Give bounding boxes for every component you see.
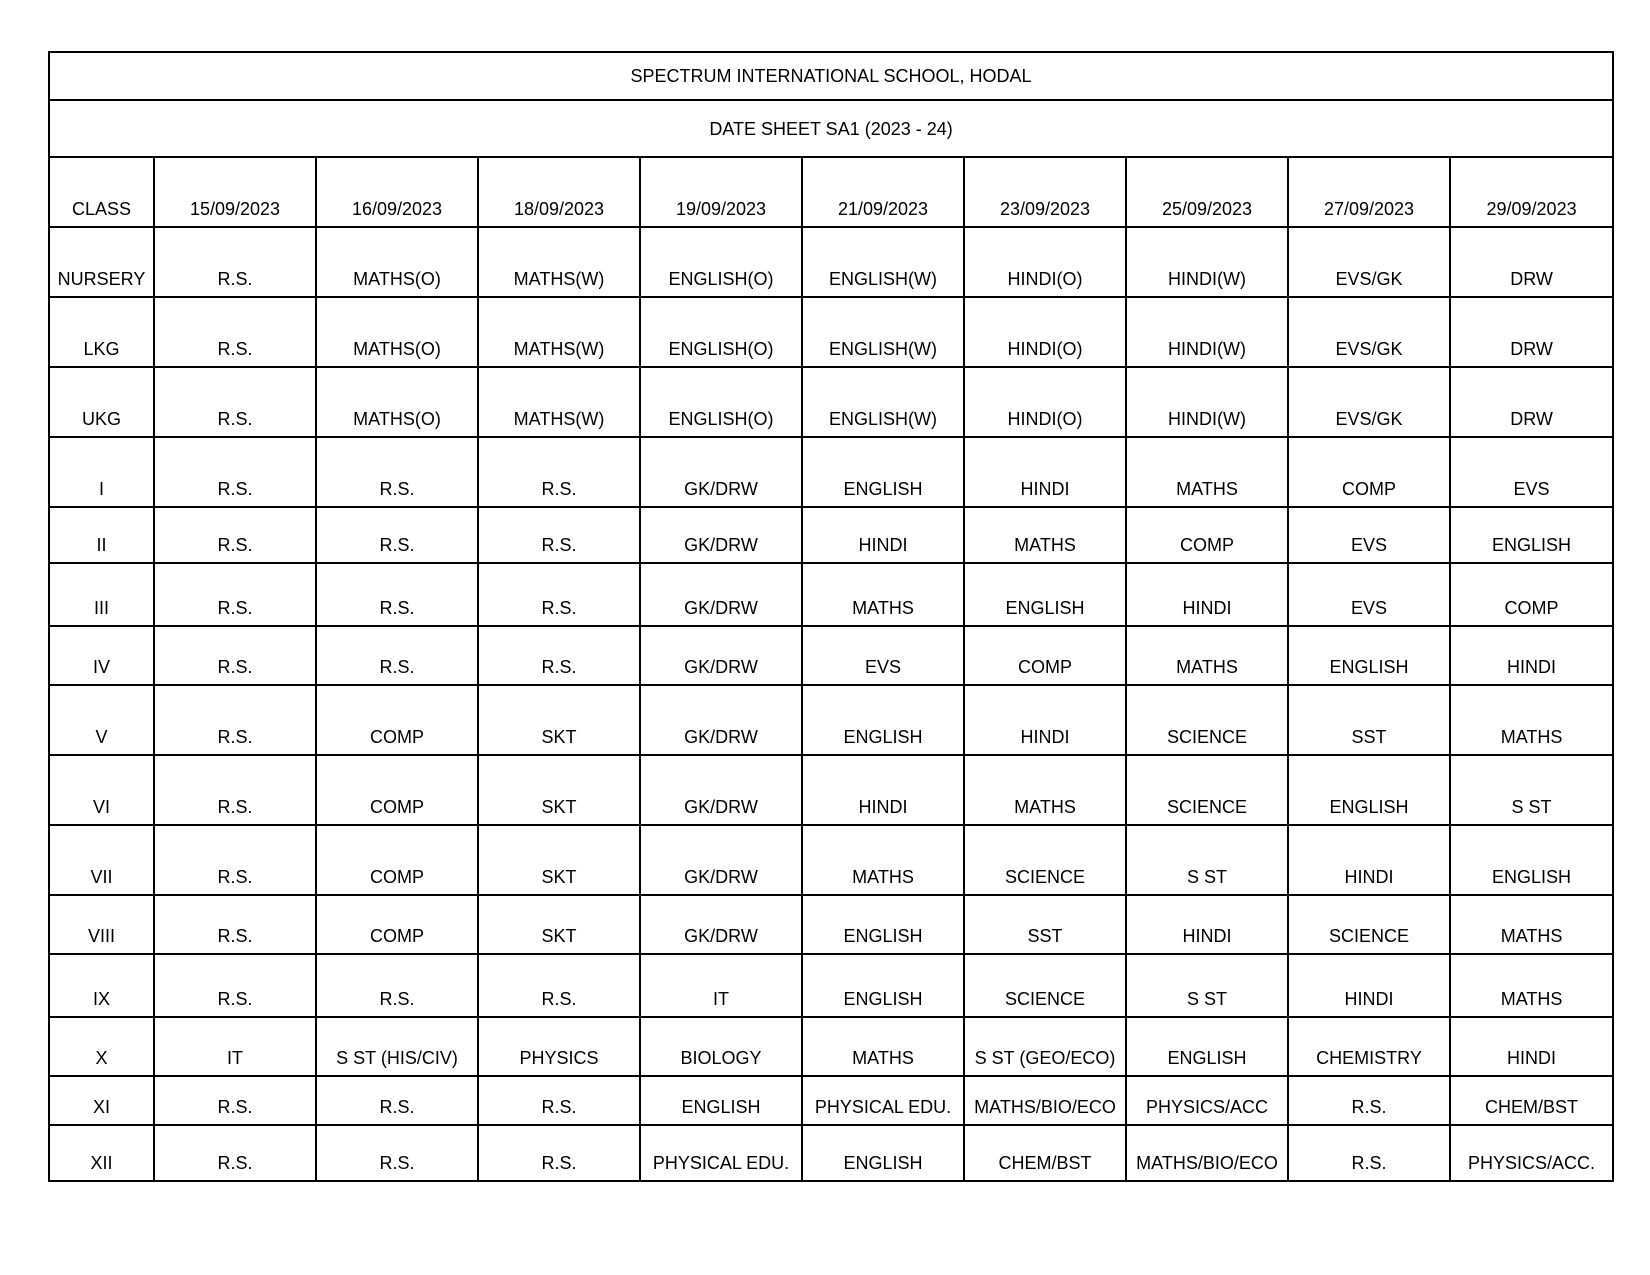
subject-cell: R.S.: [154, 685, 316, 755]
subject-cell: R.S.: [154, 1125, 316, 1181]
subject-cell: HINDI(W): [1126, 367, 1288, 437]
subject-cell: EVS/GK: [1288, 367, 1450, 437]
subject-cell: MATHS: [1126, 437, 1288, 507]
subject-cell: R.S.: [154, 1076, 316, 1125]
subject-cell: HINDI: [964, 437, 1126, 507]
subject-cell: GK/DRW: [640, 626, 802, 685]
subject-cell: HINDI: [1288, 825, 1450, 895]
subject-cell: HINDI(O): [964, 227, 1126, 297]
subject-cell: SKT: [478, 685, 640, 755]
subject-cell: HINDI: [802, 507, 964, 563]
school-name: SPECTRUM INTERNATIONAL SCHOOL, HODAL: [49, 52, 1613, 100]
subject-cell: ENGLISH: [1450, 507, 1613, 563]
header-date: 27/09/2023: [1288, 157, 1450, 227]
subject-cell: SKT: [478, 895, 640, 954]
subject-cell: HINDI: [964, 685, 1126, 755]
subject-cell: PHYSICS/ACC: [1126, 1076, 1288, 1125]
subject-cell: HINDI: [1126, 563, 1288, 626]
subject-cell: ENGLISH: [964, 563, 1126, 626]
subject-cell: ENGLISH(W): [802, 227, 964, 297]
header-date: 29/09/2023: [1450, 157, 1613, 227]
subject-cell: S ST: [1126, 825, 1288, 895]
subject-cell: COMP: [964, 626, 1126, 685]
subject-cell: ENGLISH(O): [640, 367, 802, 437]
subject-cell: EVS/GK: [1288, 297, 1450, 367]
class-cell: III: [49, 563, 154, 626]
subject-cell: R.S.: [154, 297, 316, 367]
subject-cell: DRW: [1450, 297, 1613, 367]
subject-cell: R.S.: [316, 954, 478, 1017]
subject-cell: EVS: [802, 626, 964, 685]
table-row: [49, 437, 1613, 507]
subject-cell: ENGLISH: [802, 954, 964, 1017]
class-cell: VI: [49, 755, 154, 825]
table-row: [49, 825, 1613, 895]
date-sheet-table: [48, 51, 1614, 1182]
class-cell: II: [49, 507, 154, 563]
subject-cell: PHYSICS/ACC.: [1450, 1125, 1613, 1181]
subject-cell: S ST: [1126, 954, 1288, 1017]
subject-cell: MATHS: [1450, 954, 1613, 1017]
table-row: [49, 626, 1613, 685]
subject-cell: BIOLOGY: [640, 1017, 802, 1076]
subject-cell: HINDI: [1450, 626, 1613, 685]
header-date: 18/09/2023: [478, 157, 640, 227]
subject-cell: CHEMISTRY: [1288, 1017, 1450, 1076]
subject-cell: R.S.: [1288, 1076, 1450, 1125]
subject-cell: R.S.: [316, 626, 478, 685]
subject-cell: ENGLISH(O): [640, 227, 802, 297]
subject-cell: HINDI(W): [1126, 297, 1288, 367]
subject-cell: R.S.: [154, 626, 316, 685]
subject-cell: MATHS(W): [478, 297, 640, 367]
subject-cell: R.S.: [478, 1125, 640, 1181]
class-cell: XI: [49, 1076, 154, 1125]
table-row: [49, 1125, 1613, 1181]
subject-cell: HINDI: [1126, 895, 1288, 954]
class-cell: IX: [49, 954, 154, 1017]
subject-cell: SCIENCE: [964, 954, 1126, 1017]
subject-cell: GK/DRW: [640, 507, 802, 563]
subject-cell: MATHS(W): [478, 227, 640, 297]
subject-cell: COMP: [316, 685, 478, 755]
class-cell: V: [49, 685, 154, 755]
subject-cell: R.S.: [154, 227, 316, 297]
subject-cell: R.S.: [478, 437, 640, 507]
subject-cell: MATHS: [802, 563, 964, 626]
header-date: 15/09/2023: [154, 157, 316, 227]
class-cell: UKG: [49, 367, 154, 437]
table-row: [49, 507, 1613, 563]
subject-cell: ENGLISH: [1126, 1017, 1288, 1076]
subject-cell: CHEM/BST: [964, 1125, 1126, 1181]
subject-cell: SCIENCE: [1126, 685, 1288, 755]
subject-cell: COMP: [316, 825, 478, 895]
subject-cell: MATHS: [802, 1017, 964, 1076]
table-row: [49, 685, 1613, 755]
subject-cell: ENGLISH: [1288, 755, 1450, 825]
subject-cell: GK/DRW: [640, 685, 802, 755]
subject-cell: R.S.: [478, 954, 640, 1017]
subject-cell: ENGLISH: [1450, 825, 1613, 895]
school-name-row: [49, 52, 1613, 100]
subject-cell: ENGLISH: [802, 895, 964, 954]
subject-cell: COMP: [316, 755, 478, 825]
subject-cell: MATHS(O): [316, 227, 478, 297]
table-row: [49, 755, 1613, 825]
table-row: [49, 227, 1613, 297]
subject-cell: ENGLISH: [802, 685, 964, 755]
subject-cell: MATHS: [1450, 895, 1613, 954]
subject-cell: IT: [640, 954, 802, 1017]
subject-cell: R.S.: [478, 507, 640, 563]
table-row: [49, 297, 1613, 367]
subject-cell: SCIENCE: [1288, 895, 1450, 954]
subject-cell: SKT: [478, 825, 640, 895]
subject-cell: ENGLISH(W): [802, 297, 964, 367]
class-cell: NURSERY: [49, 227, 154, 297]
subject-cell: R.S.: [154, 954, 316, 1017]
subject-cell: R.S.: [316, 507, 478, 563]
header-date: 16/09/2023: [316, 157, 478, 227]
subject-cell: S ST: [1450, 755, 1613, 825]
subject-cell: R.S.: [316, 437, 478, 507]
subject-cell: SCIENCE: [964, 825, 1126, 895]
subject-cell: R.S.: [154, 755, 316, 825]
sheet-title-row: [49, 100, 1613, 157]
subject-cell: R.S.: [154, 895, 316, 954]
table-row: [49, 563, 1613, 626]
subject-cell: PHYSICS: [478, 1017, 640, 1076]
header-date: 19/09/2023: [640, 157, 802, 227]
class-cell: I: [49, 437, 154, 507]
sheet-title: DATE SHEET SA1 (2023 - 24): [49, 100, 1613, 157]
subject-cell: MATHS(O): [316, 297, 478, 367]
subject-cell: GK/DRW: [640, 755, 802, 825]
subject-cell: MATHS(W): [478, 367, 640, 437]
subject-cell: HINDI: [802, 755, 964, 825]
table-row: [49, 895, 1613, 954]
subject-cell: R.S.: [1288, 1125, 1450, 1181]
subject-cell: R.S.: [154, 563, 316, 626]
subject-cell: GK/DRW: [640, 825, 802, 895]
subject-cell: EVS: [1288, 507, 1450, 563]
subject-cell: HINDI(O): [964, 367, 1126, 437]
header-class: CLASS: [49, 157, 154, 227]
header-date: 21/09/2023: [802, 157, 964, 227]
header-date: 25/09/2023: [1126, 157, 1288, 227]
subject-cell: MATHS(O): [316, 367, 478, 437]
subject-cell: SST: [1288, 685, 1450, 755]
subject-cell: MATHS: [964, 755, 1126, 825]
subject-cell: SCIENCE: [1126, 755, 1288, 825]
subject-cell: R.S.: [316, 1125, 478, 1181]
subject-cell: MATHS/BIO/ECO: [964, 1076, 1126, 1125]
subject-cell: GK/DRW: [640, 563, 802, 626]
class-cell: XII: [49, 1125, 154, 1181]
class-cell: IV: [49, 626, 154, 685]
subject-cell: COMP: [1450, 563, 1613, 626]
subject-cell: SKT: [478, 755, 640, 825]
subject-cell: R.S.: [154, 825, 316, 895]
subject-cell: R.S.: [154, 507, 316, 563]
subject-cell: EVS/GK: [1288, 227, 1450, 297]
table-row: [49, 367, 1613, 437]
subject-cell: S ST (GEO/ECO): [964, 1017, 1126, 1076]
subject-cell: PHYSICAL EDU.: [802, 1076, 964, 1125]
subject-cell: DRW: [1450, 227, 1613, 297]
subject-cell: R.S.: [154, 437, 316, 507]
subject-cell: PHYSICAL EDU.: [640, 1125, 802, 1181]
subject-cell: COMP: [1288, 437, 1450, 507]
subject-cell: HINDI(O): [964, 297, 1126, 367]
subject-cell: COMP: [1126, 507, 1288, 563]
subject-cell: R.S.: [478, 563, 640, 626]
table-row: [49, 1017, 1613, 1076]
subject-cell: HINDI: [1450, 1017, 1613, 1076]
subject-cell: HINDI: [1288, 954, 1450, 1017]
table-row: [49, 954, 1613, 1017]
subject-cell: R.S.: [154, 367, 316, 437]
class-cell: X: [49, 1017, 154, 1076]
subject-cell: ENGLISH(W): [802, 367, 964, 437]
subject-cell: R.S.: [478, 1076, 640, 1125]
subject-cell: EVS: [1288, 563, 1450, 626]
class-cell: LKG: [49, 297, 154, 367]
subject-cell: GK/DRW: [640, 895, 802, 954]
class-cell: VIII: [49, 895, 154, 954]
subject-cell: MATHS: [802, 825, 964, 895]
subject-cell: DRW: [1450, 367, 1613, 437]
subject-cell: MATHS: [964, 507, 1126, 563]
subject-cell: CHEM/BST: [1450, 1076, 1613, 1125]
subject-cell: MATHS: [1450, 685, 1613, 755]
subject-cell: MATHS/BIO/ECO: [1126, 1125, 1288, 1181]
class-cell: VII: [49, 825, 154, 895]
header-row: [49, 157, 1613, 227]
subject-cell: SST: [964, 895, 1126, 954]
subject-cell: ENGLISH: [1288, 626, 1450, 685]
header-date: 23/09/2023: [964, 157, 1126, 227]
subject-cell: ENGLISH(O): [640, 297, 802, 367]
subject-cell: R.S.: [316, 563, 478, 626]
subject-cell: S ST (HIS/CIV): [316, 1017, 478, 1076]
subject-cell: MATHS: [1126, 626, 1288, 685]
subject-cell: ENGLISH: [802, 437, 964, 507]
subject-cell: IT: [154, 1017, 316, 1076]
subject-cell: ENGLISH: [640, 1076, 802, 1125]
subject-cell: ENGLISH: [802, 1125, 964, 1181]
subject-cell: EVS: [1450, 437, 1613, 507]
subject-cell: GK/DRW: [640, 437, 802, 507]
table-row: [49, 1076, 1613, 1125]
subject-cell: COMP: [316, 895, 478, 954]
subject-cell: R.S.: [316, 1076, 478, 1125]
subject-cell: R.S.: [478, 626, 640, 685]
subject-cell: HINDI(W): [1126, 227, 1288, 297]
